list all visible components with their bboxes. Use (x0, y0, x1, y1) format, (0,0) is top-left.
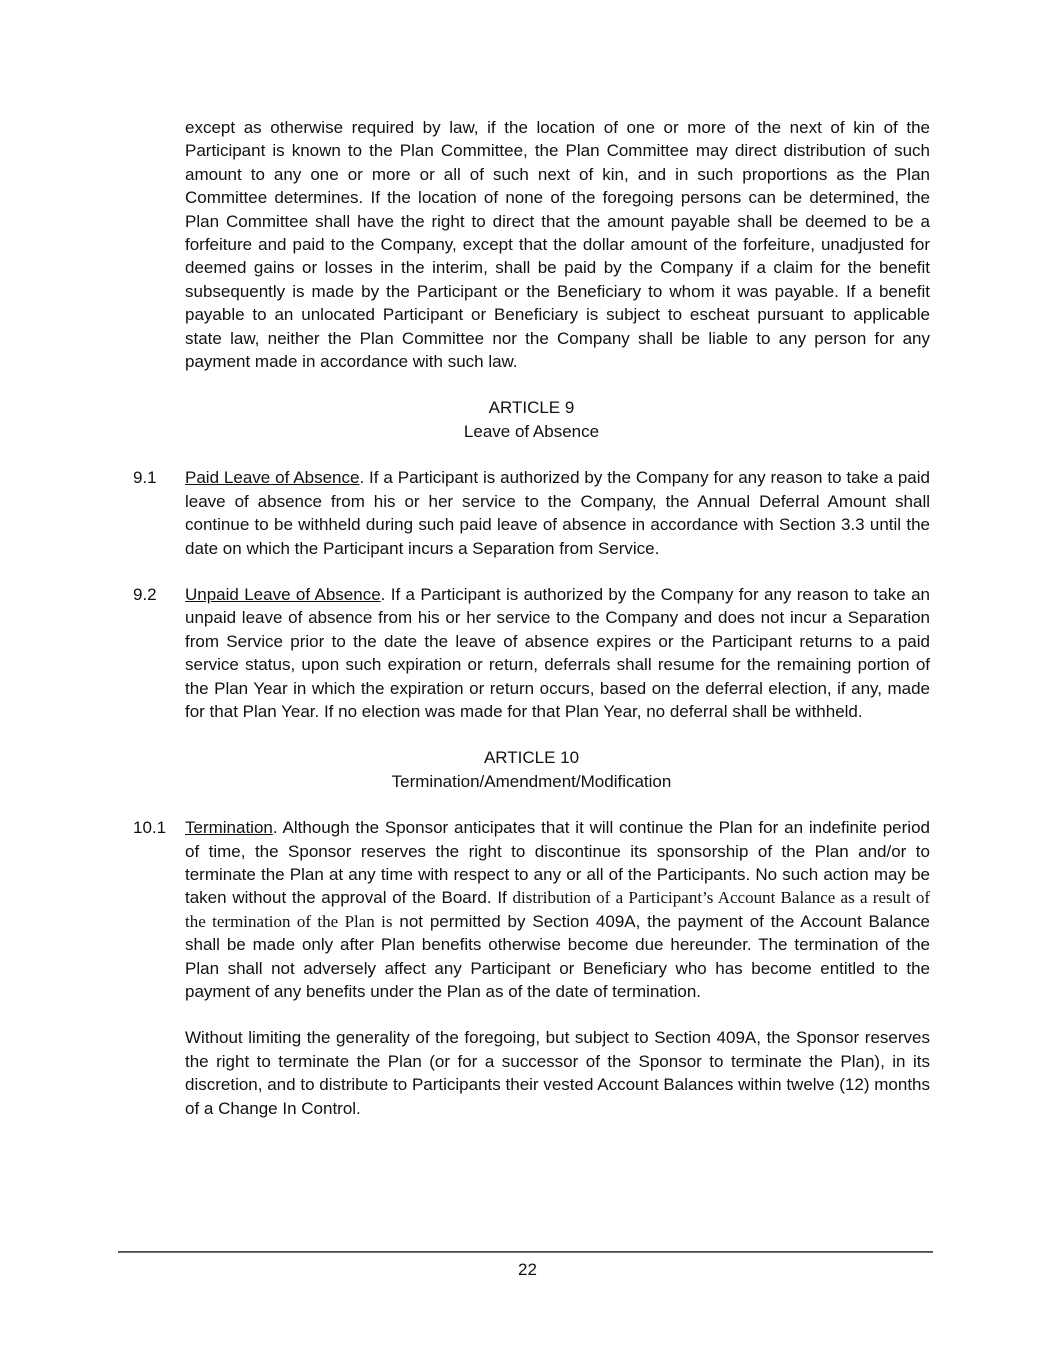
article-9-heading-block (133, 396, 930, 443)
section-9-1 (133, 466, 930, 560)
section-text (185, 816, 930, 1003)
article-10-heading-block (133, 746, 930, 793)
closing-paragraph: Without limiting the generality of the foregoing, but subject to Section 409A, the Sponsor reserves the right to terminate the Plan (or for a successor of the Sponsor to terminate the Plan), in its discretion, and to distribute to Participants their vested Account Balances within twelve (12) months of a Change In Control. (185, 1028, 930, 1118)
section-body: not permitted by Section 409A, the payment of the Account Balance shall be made only after Plan benefits otherwise become due hereunder. The termination of the Plan shall not adversely affect any Participant or Beneficiary who has become entitled to the payment of any benefits under the Plan as of the date of termination. (185, 911, 930, 1001)
section-number: 9.1 (133, 468, 157, 488)
section-10-1 (133, 816, 930, 1003)
article-heading: ARTICLE 10 (483, 748, 580, 768)
article-heading: ARTICLE 9 (488, 398, 575, 418)
serif-text-segment: distribution of a Participant’s Account Balance as a result of the termination of the Plan is (185, 888, 930, 931)
article-subheading: Leave of Absence (463, 421, 600, 441)
section-title: Termination (185, 818, 273, 838)
article-subheading: Termination/Amendment/Modification (391, 771, 672, 791)
section-text (185, 583, 930, 723)
section-title: Unpaid Leave of Absence (185, 584, 381, 604)
section-body: . If a Participant is authorized by the Company for any reason to take an unpaid leave of absence from his or her service to the Company and does not incur a Separation from Service prior to the date the leave of absence expires or the Participant returns to a paid service status, upon such expiration or return, deferrals shall resume for the remaining portion of the Plan Year in which the expiration or return occurs, based on the deferral election, if any, made for that Plan Year. If no election was made for that Plan Year, no deferral shall be withheld. (185, 584, 930, 721)
section-9-2 (133, 583, 930, 723)
section-number: 9.2 (133, 584, 157, 604)
document-content (133, 116, 930, 1143)
section-number: 10.1 (133, 818, 167, 838)
section-text (185, 466, 930, 560)
page-number: 22 (518, 1260, 537, 1279)
section-body: . If a Participant is authorized by the Company for any reason to take a paid leave of absence from his or her service to the Company, the Annual Deferral Amount shall continue to be withheld during such paid leave of absence in accordance with Section 3.3 until the date on which the Participant incurs a Separation from Service. (185, 468, 930, 558)
intro-paragraph: except as otherwise required by law, if the location of one or more of the next of kin of the Participant is known to the Plan Committee, the Plan Committee may direct distribution of such amount to any one or more or all of such next of kin, and in such proportions as the Plan Committee determines. If the location of none of the foregoing persons can be determined, the Plan Committee shall have the right to direct that the amount payable shall be deemed to be a forfeiture and paid to the Company, except that the dollar amount of the forfeiture, unadjusted for deemed gains or losses in the interim, shall be paid by the Company if a claim for the benefit subsequently is made by the Participant or the Beneficiary to whom it was payable. If a benefit payable to an unlocated Participant or Beneficiary is subject to escheat pursuant to applicable state law, neither the Plan Committee nor the Company shall be liable to any person for any payment made in accordance with such law. (185, 118, 930, 372)
footer-rule (118, 1251, 933, 1253)
section-body: . Although the Sponsor anticipates that it will continue the Plan for an indefinite period of time, the Sponsor reserves the right to discontinue its sponsorship of the Plan and/or to terminate the Plan at any time with respect to any or all of the Participants. No such action may be taken without the approval of the Board. If (185, 818, 930, 908)
section-title: Paid Leave of Absence (185, 468, 360, 488)
